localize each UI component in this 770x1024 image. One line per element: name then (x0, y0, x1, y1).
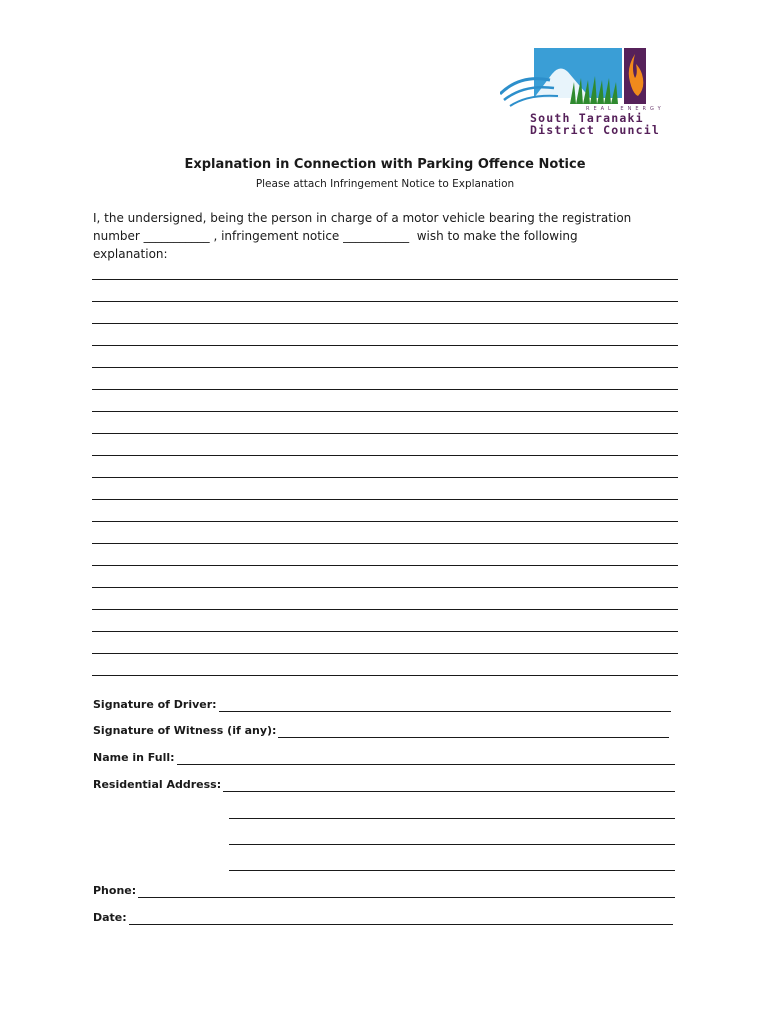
residential-address-field[interactable] (93, 778, 675, 792)
explanation-line[interactable] (92, 675, 678, 676)
explanation-line[interactable] (92, 521, 678, 522)
explanation-line[interactable] (92, 433, 678, 434)
explanation-line[interactable] (92, 323, 678, 324)
intro-line-1: I, the undersigned, being the person in charge of a motor vehicle bearing the registration (93, 211, 632, 225)
intro-paragraph (93, 209, 683, 263)
page-subtitle: Please attach Infringement Notice to Explanation (255, 178, 515, 190)
explanation-line[interactable] (92, 565, 678, 566)
page-title: Explanation in Connection with Parking Offence Notice (184, 157, 586, 172)
explanation-line[interactable] (92, 609, 678, 610)
signature-witness-field[interactable] (93, 724, 669, 738)
signature-witness-label: Signature of Witness (if any): (93, 724, 277, 737)
date-field[interactable] (93, 911, 673, 925)
residential-address-label: Residential Address: (93, 778, 222, 791)
logo-org-line2: District Council (530, 123, 660, 137)
explanation-line[interactable] (92, 653, 678, 654)
address-continuation-line[interactable] (229, 844, 675, 845)
explanation-line[interactable] (92, 411, 678, 412)
explanation-line[interactable] (92, 455, 678, 456)
explanation-line[interactable] (92, 499, 678, 500)
address-continuation-line[interactable] (229, 818, 675, 819)
explanation-line[interactable] (92, 389, 678, 390)
explanation-line[interactable] (92, 631, 678, 632)
explanation-line[interactable] (92, 477, 678, 478)
phone-label: Phone: (93, 884, 137, 897)
intro-line-3: explanation: (93, 247, 168, 261)
address-continuation-line[interactable] (229, 870, 675, 871)
name-in-full-field[interactable] (93, 751, 675, 765)
logo-org-line1: South Taranaki (530, 111, 644, 125)
phone-field[interactable] (93, 884, 675, 898)
explanation-line[interactable] (92, 587, 678, 588)
name-in-full-label: Name in Full: (93, 751, 175, 764)
explanation-line[interactable] (92, 345, 678, 346)
signature-driver-label: Signature of Driver: (93, 698, 217, 711)
explanation-line[interactable] (92, 367, 678, 368)
council-logo (500, 44, 670, 144)
phone-line[interactable] (138, 886, 675, 898)
signature-witness-line[interactable] (278, 726, 669, 738)
date-label: Date: (93, 911, 127, 924)
explanation-line[interactable] (92, 279, 678, 280)
name-in-full-line[interactable] (177, 753, 675, 765)
residential-address-line[interactable] (223, 780, 675, 792)
signature-driver-line[interactable] (219, 700, 671, 712)
south-taranaki-logo-icon (500, 44, 670, 114)
signature-driver-field[interactable] (93, 698, 671, 712)
logo-org-name (530, 112, 660, 136)
explanation-line[interactable] (92, 301, 678, 302)
logo-tagline: REAL ENERGY (586, 106, 665, 112)
explanation-line[interactable] (92, 543, 678, 544)
intro-line-2: number ___________ , infringement notice ___________ wish to make the following (93, 229, 578, 243)
date-line[interactable] (129, 913, 673, 925)
